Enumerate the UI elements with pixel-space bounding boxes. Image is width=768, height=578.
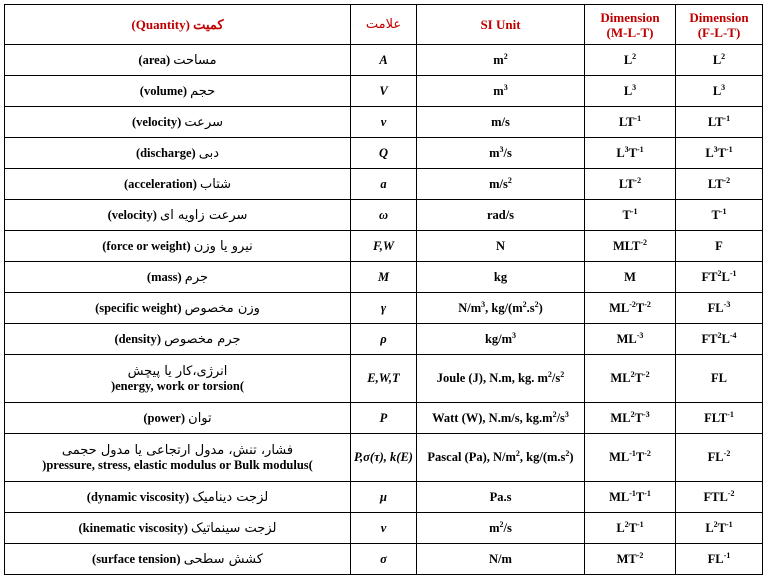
si-unit-exponent: 2 [560, 369, 565, 379]
si-unit-text: N [495, 238, 506, 253]
si-unit-exponent: 2 [534, 299, 539, 309]
quantity-english: (mass) [146, 269, 182, 284]
quantity-persian: کشش سطحی [183, 551, 263, 567]
quantity-cell [5, 482, 351, 513]
quantity-persian: مساحت [173, 52, 217, 68]
dimension-flt-exponent: -4 [729, 330, 737, 340]
si-unit-cell [417, 200, 585, 231]
si-unit-exponent: 3 [503, 82, 508, 92]
si-unit-text: m [489, 520, 500, 535]
symbol-cell: M [351, 262, 417, 293]
symbol-cell: γ [351, 293, 417, 324]
quantity-persian: لزجت سینماتیک [191, 520, 277, 536]
dimension-flt-text: T [717, 520, 726, 535]
dimension-flt-cell [676, 138, 763, 169]
quantity-persian: حجم [190, 83, 216, 99]
si-unit-exponent: 2 [565, 448, 570, 458]
dimension-mlt-exponent: -2 [644, 448, 651, 458]
dimension-flt-exponent: 2 [717, 268, 722, 278]
quantity-cell [5, 200, 351, 231]
header-symbol: علامت [351, 5, 417, 45]
dimension-mlt-cell [585, 200, 676, 231]
dimension-mlt-exponent: -2 [636, 550, 644, 560]
dimension-flt-text: FL [707, 551, 724, 566]
dimension-flt-text: L [721, 269, 730, 284]
dimension-flt-exponent: -2 [727, 488, 735, 498]
symbol-cell: A [351, 45, 417, 76]
dimension-mlt-cell [585, 45, 676, 76]
dimension-flt-cell [676, 45, 763, 76]
dimension-flt-exponent: 2 [713, 519, 718, 529]
si-unit-text: ) [538, 300, 543, 315]
quantity-english: (force or weight) [102, 238, 191, 253]
si-unit-exponent: 3 [499, 144, 504, 154]
quantity-english: (velocity) [107, 207, 157, 222]
si-unit-cell [417, 355, 585, 403]
quantity-persian: سرعت زاویه ای [160, 207, 248, 223]
dimension-mlt-text: L [616, 520, 625, 535]
dimension-mlt-exponent: 2 [630, 369, 635, 379]
dimension-flt-cell [676, 482, 763, 513]
dimension-mlt-cell [585, 324, 676, 355]
quantity-english: (power) [143, 410, 186, 425]
dimension-mlt-text: ML [610, 371, 631, 385]
header-dimension-flt [676, 5, 763, 45]
table-row [5, 76, 763, 107]
quantity-english: (kinematic viscosity) [78, 520, 188, 535]
quantity-cell [5, 403, 351, 434]
si-unit-text: /s [503, 520, 512, 535]
dimension-flt-exponent: -1 [719, 206, 727, 216]
quantity-cell [5, 262, 351, 293]
dimension-mlt-cell [585, 403, 676, 434]
symbol-cell: ρ [351, 324, 417, 355]
si-unit-text: /s [556, 410, 565, 425]
dimension-mlt-exponent: -2 [640, 237, 647, 247]
si-unit-text: N/m [489, 551, 512, 566]
dimension-mlt-exponent: -2 [644, 299, 651, 309]
dimension-mlt-exponent: 3 [632, 82, 637, 92]
table-row [5, 107, 763, 138]
dimension-flt-cell [676, 403, 763, 434]
dimension-mlt-exponent: 3 [624, 144, 629, 154]
table-row [5, 231, 763, 262]
quantity-persian: لزجت دینامیک [192, 489, 269, 505]
si-unit-cell [417, 262, 585, 293]
dimension-flt-text: LT [707, 176, 724, 191]
table-row [5, 262, 763, 293]
quantity-cell [5, 169, 351, 200]
table-row [5, 544, 763, 575]
dimension-mlt-exponent: -1 [629, 488, 636, 498]
dimension-flt-cell [676, 434, 763, 482]
table-row [5, 138, 763, 169]
si-unit-text: m [493, 83, 504, 98]
header-dimension-mlt-line2: (M-L-T) [606, 24, 654, 40]
si-unit-text: /s [503, 145, 512, 160]
dimension-flt-cell [676, 231, 763, 262]
quantity-english: (density) [114, 331, 161, 346]
dimension-mlt-exponent: -3 [642, 409, 650, 419]
dimension-mlt-text: L [623, 52, 633, 67]
symbol-cell: E,W,T [351, 355, 417, 403]
dimension-mlt-text: T [628, 145, 637, 160]
dimension-flt-text: L [705, 145, 714, 160]
dimension-mlt-text: ML [609, 450, 630, 464]
si-unit-text: Pascal (Pa), N/m [427, 450, 516, 464]
symbol-cell: σ [351, 544, 417, 575]
dimension-mlt-exponent: -1 [629, 448, 636, 458]
quantity-cell [5, 107, 351, 138]
dimension-mlt-exponent: 2 [632, 51, 637, 61]
dimension-flt-cell [676, 355, 763, 403]
quantity-cell [5, 76, 351, 107]
quantity-cell [5, 45, 351, 76]
si-unit-text: ) [569, 450, 574, 464]
quantity-cell [5, 513, 351, 544]
quantity-english: (dynamic viscosity) [86, 489, 190, 504]
dimension-mlt-text: T [634, 410, 643, 425]
dimension-mlt-text: L [623, 83, 633, 98]
header-dimension-flt-line2: (F-L-T) [697, 24, 741, 40]
quantity-cell [5, 355, 351, 403]
si-unit-text: , kg/(m [485, 300, 523, 315]
units-dimensions-table [4, 4, 763, 575]
dimension-flt-text: L [705, 520, 714, 535]
header-dimension-flt-line1: Dimension [689, 9, 749, 25]
si-unit-text: m [489, 145, 500, 160]
dimension-flt-text: T [717, 145, 726, 160]
dimension-mlt-cell [585, 231, 676, 262]
si-unit-cell [417, 544, 585, 575]
dimension-flt-cell [676, 544, 763, 575]
si-unit-cell [417, 138, 585, 169]
dimension-flt-exponent: 3 [721, 82, 726, 92]
dimension-flt-cell [676, 169, 763, 200]
quantity-cell [5, 544, 351, 575]
header-si-unit: SI Unit [417, 5, 585, 45]
header-dimension-mlt-line1: Dimension [600, 9, 660, 25]
dimension-mlt-text: MLT [613, 238, 641, 253]
dimension-mlt-cell [585, 169, 676, 200]
symbol-cell: F,W [351, 231, 417, 262]
quantity-english: (discharge) [135, 145, 196, 160]
dimension-mlt-text: T [635, 450, 645, 464]
si-unit-text: kg [493, 269, 508, 284]
symbol-cell: V [351, 76, 417, 107]
si-unit-exponent: 2 [522, 299, 527, 309]
quantity-english: (pressure, stress, elastic modulus or Bulk modulus) [42, 457, 313, 472]
quantity-cell [5, 434, 351, 482]
quantity-cell [5, 231, 351, 262]
dimension-flt-text: FT [701, 331, 718, 346]
table-row [5, 324, 763, 355]
si-unit-cell [417, 107, 585, 138]
dimension-flt-exponent: -1 [729, 268, 737, 278]
symbol-cell: P [351, 403, 417, 434]
quantity-english: (acceleration) [123, 176, 197, 191]
si-unit-cell [417, 513, 585, 544]
quantity-english: (volume) [139, 83, 187, 98]
quantity-cell [5, 324, 351, 355]
table-row [5, 482, 763, 513]
dimension-mlt-text: LT [618, 114, 635, 129]
quantity-persian: جرم [184, 269, 209, 285]
si-unit-cell [417, 45, 585, 76]
si-unit-exponent: 2 [499, 519, 504, 529]
dimension-mlt-cell [585, 293, 676, 324]
si-unit-text: kg/m [484, 331, 513, 346]
si-unit-exponent: 2 [507, 175, 512, 185]
quantity-persian: وزن مخصوص [184, 300, 260, 316]
dimension-flt-text: L [721, 331, 730, 346]
dimension-mlt-text: ML [616, 331, 637, 346]
dimension-flt-exponent: -3 [723, 299, 731, 309]
dimension-mlt-exponent: -1 [644, 488, 651, 498]
quantity-english: (velocity) [131, 114, 182, 129]
dimension-mlt-cell [585, 355, 676, 403]
quantity-english: (surface tension) [92, 551, 181, 566]
si-unit-text: rad/s [486, 207, 515, 222]
symbol-cell: P,σ(τ), k(E) [351, 434, 417, 482]
quantity-persian: شتاب [200, 176, 232, 192]
quantity-cell [5, 138, 351, 169]
dimension-flt-exponent: -1 [723, 113, 731, 123]
dimension-flt-exponent: -1 [727, 409, 734, 419]
si-unit-cell [417, 76, 585, 107]
si-unit-exponent: 2 [503, 51, 508, 61]
dimension-mlt-text: MT [616, 551, 637, 566]
table-row [5, 403, 763, 434]
dimension-mlt-exponent: -1 [637, 144, 644, 154]
dimension-mlt-cell [585, 76, 676, 107]
si-unit-cell [417, 434, 585, 482]
si-unit-cell [417, 169, 585, 200]
dimension-mlt-text: L [616, 145, 625, 160]
dimension-flt-exponent: -2 [723, 448, 731, 458]
dimension-flt-text: FL [707, 450, 724, 464]
si-unit-exponent: 3 [564, 409, 569, 419]
si-unit-cell [417, 231, 585, 262]
si-unit-text: /s [551, 371, 561, 385]
quantity-persian: جرم مخصوص [164, 331, 241, 347]
dimension-flt-exponent: 2 [721, 51, 726, 61]
dimension-mlt-exponent: -2 [634, 175, 642, 185]
quantity-persian: انرژی،کار یا پیچش [127, 363, 228, 379]
symbol-cell: v [351, 107, 417, 138]
si-unit-text: N/m [458, 300, 482, 315]
dimension-mlt-text: ML [609, 300, 630, 315]
dimension-flt-text: FL [707, 300, 724, 315]
dimension-flt-exponent: -1 [723, 550, 731, 560]
table-row [5, 200, 763, 231]
header-quantity: کمیت (Quantity) [5, 5, 351, 45]
dimension-mlt-cell [585, 107, 676, 138]
dimension-flt-text: FL [711, 371, 727, 385]
dimension-mlt-text: T [622, 207, 631, 222]
dimension-flt-text: FT [701, 269, 718, 284]
dimension-flt-cell [676, 324, 763, 355]
quantity-persian: فشار، تنش، مدول ارتجاعی یا مدول حجمی [61, 442, 294, 458]
dimension-mlt-text: T [634, 371, 643, 385]
quantity-english: (area) [138, 52, 171, 67]
dimension-flt-exponent: 2 [717, 330, 722, 340]
symbol-cell: a [351, 169, 417, 200]
quantity-cell [5, 293, 351, 324]
dimension-flt-exponent: -2 [723, 175, 731, 185]
dimension-mlt-text: T [635, 489, 645, 504]
table-row [5, 513, 763, 544]
si-unit-exponent: 3 [481, 299, 486, 309]
dimension-mlt-cell [585, 138, 676, 169]
dimension-mlt-text: M [624, 269, 636, 284]
dimension-flt-text: FLT [704, 410, 728, 425]
dimension-flt-cell [676, 76, 763, 107]
dimension-mlt-exponent: -1 [630, 206, 638, 216]
dimension-mlt-exponent: -2 [642, 369, 650, 379]
dimension-flt-text: L [712, 83, 722, 98]
quantity-persian: سرعت [184, 114, 224, 130]
si-unit-exponent: 2 [515, 448, 520, 458]
dimension-mlt-exponent: -1 [637, 519, 644, 529]
dimension-flt-cell [676, 107, 763, 138]
dimension-mlt-exponent: -1 [634, 113, 642, 123]
symbol-cell: μ [351, 482, 417, 513]
dimension-mlt-cell [585, 434, 676, 482]
dimension-mlt-cell [585, 262, 676, 293]
dimension-flt-cell [676, 262, 763, 293]
table-row [5, 293, 763, 324]
dimension-flt-exponent: 3 [713, 144, 718, 154]
dimension-flt-text: F [715, 238, 723, 253]
quantity-persian: دبی [198, 145, 220, 161]
dimension-flt-cell [676, 513, 763, 544]
dimension-flt-text: LT [707, 114, 724, 129]
symbol-cell: ω [351, 200, 417, 231]
si-unit-cell [417, 324, 585, 355]
si-unit-text: Watt (W), N.m/s, kg.m [432, 410, 553, 425]
table-row [5, 355, 763, 403]
dimension-flt-text: FTL [703, 489, 728, 504]
quantity-persian: توان [188, 410, 212, 426]
dimension-mlt-exponent: -2 [629, 299, 636, 309]
dimension-flt-cell [676, 200, 763, 231]
si-unit-cell [417, 293, 585, 324]
table-row [5, 45, 763, 76]
table-row [5, 434, 763, 482]
si-unit-text: m/s [489, 176, 508, 191]
dimension-mlt-exponent: -3 [636, 330, 644, 340]
dimension-flt-text: L [712, 52, 722, 67]
dimension-flt-exponent: -1 [726, 144, 733, 154]
table-row [5, 169, 763, 200]
si-unit-text: , kg/(m.s [519, 450, 566, 464]
dimension-mlt-text: ML [609, 489, 630, 504]
dimension-mlt-cell [585, 482, 676, 513]
dimension-mlt-text: ML [610, 410, 631, 425]
si-unit-text: .s [526, 300, 535, 315]
si-unit-exponent: 2 [547, 369, 552, 379]
si-unit-text: m [493, 52, 504, 67]
dimension-flt-text: T [711, 207, 720, 222]
si-unit-exponent: 3 [512, 330, 517, 340]
si-unit-text: Joule (J), N.m, kg. m [436, 371, 548, 385]
dimension-flt-cell [676, 293, 763, 324]
quantity-english: (specific weight) [95, 300, 182, 315]
header-row [5, 5, 763, 45]
si-unit-exponent: 2 [552, 409, 557, 419]
si-unit-text: Pa.s [489, 489, 512, 504]
symbol-cell: Q [351, 138, 417, 169]
dimension-mlt-text: LT [618, 176, 635, 191]
si-unit-text: m/s [491, 114, 510, 129]
dimension-flt-exponent: -1 [726, 519, 733, 529]
dimension-mlt-cell [585, 544, 676, 575]
header-dimension-mlt [585, 5, 676, 45]
dimension-mlt-exponent: 2 [630, 409, 635, 419]
dimension-mlt-cell [585, 513, 676, 544]
dimension-mlt-exponent: 2 [624, 519, 629, 529]
dimension-mlt-text: T [628, 520, 637, 535]
symbol-cell: ν [351, 513, 417, 544]
quantity-english: (energy, work or torsion) [110, 378, 245, 393]
table-body [5, 45, 763, 575]
si-unit-cell [417, 403, 585, 434]
si-unit-cell [417, 482, 585, 513]
dimension-mlt-text: T [635, 300, 645, 315]
quantity-persian: نیرو یا وزن [193, 238, 253, 254]
